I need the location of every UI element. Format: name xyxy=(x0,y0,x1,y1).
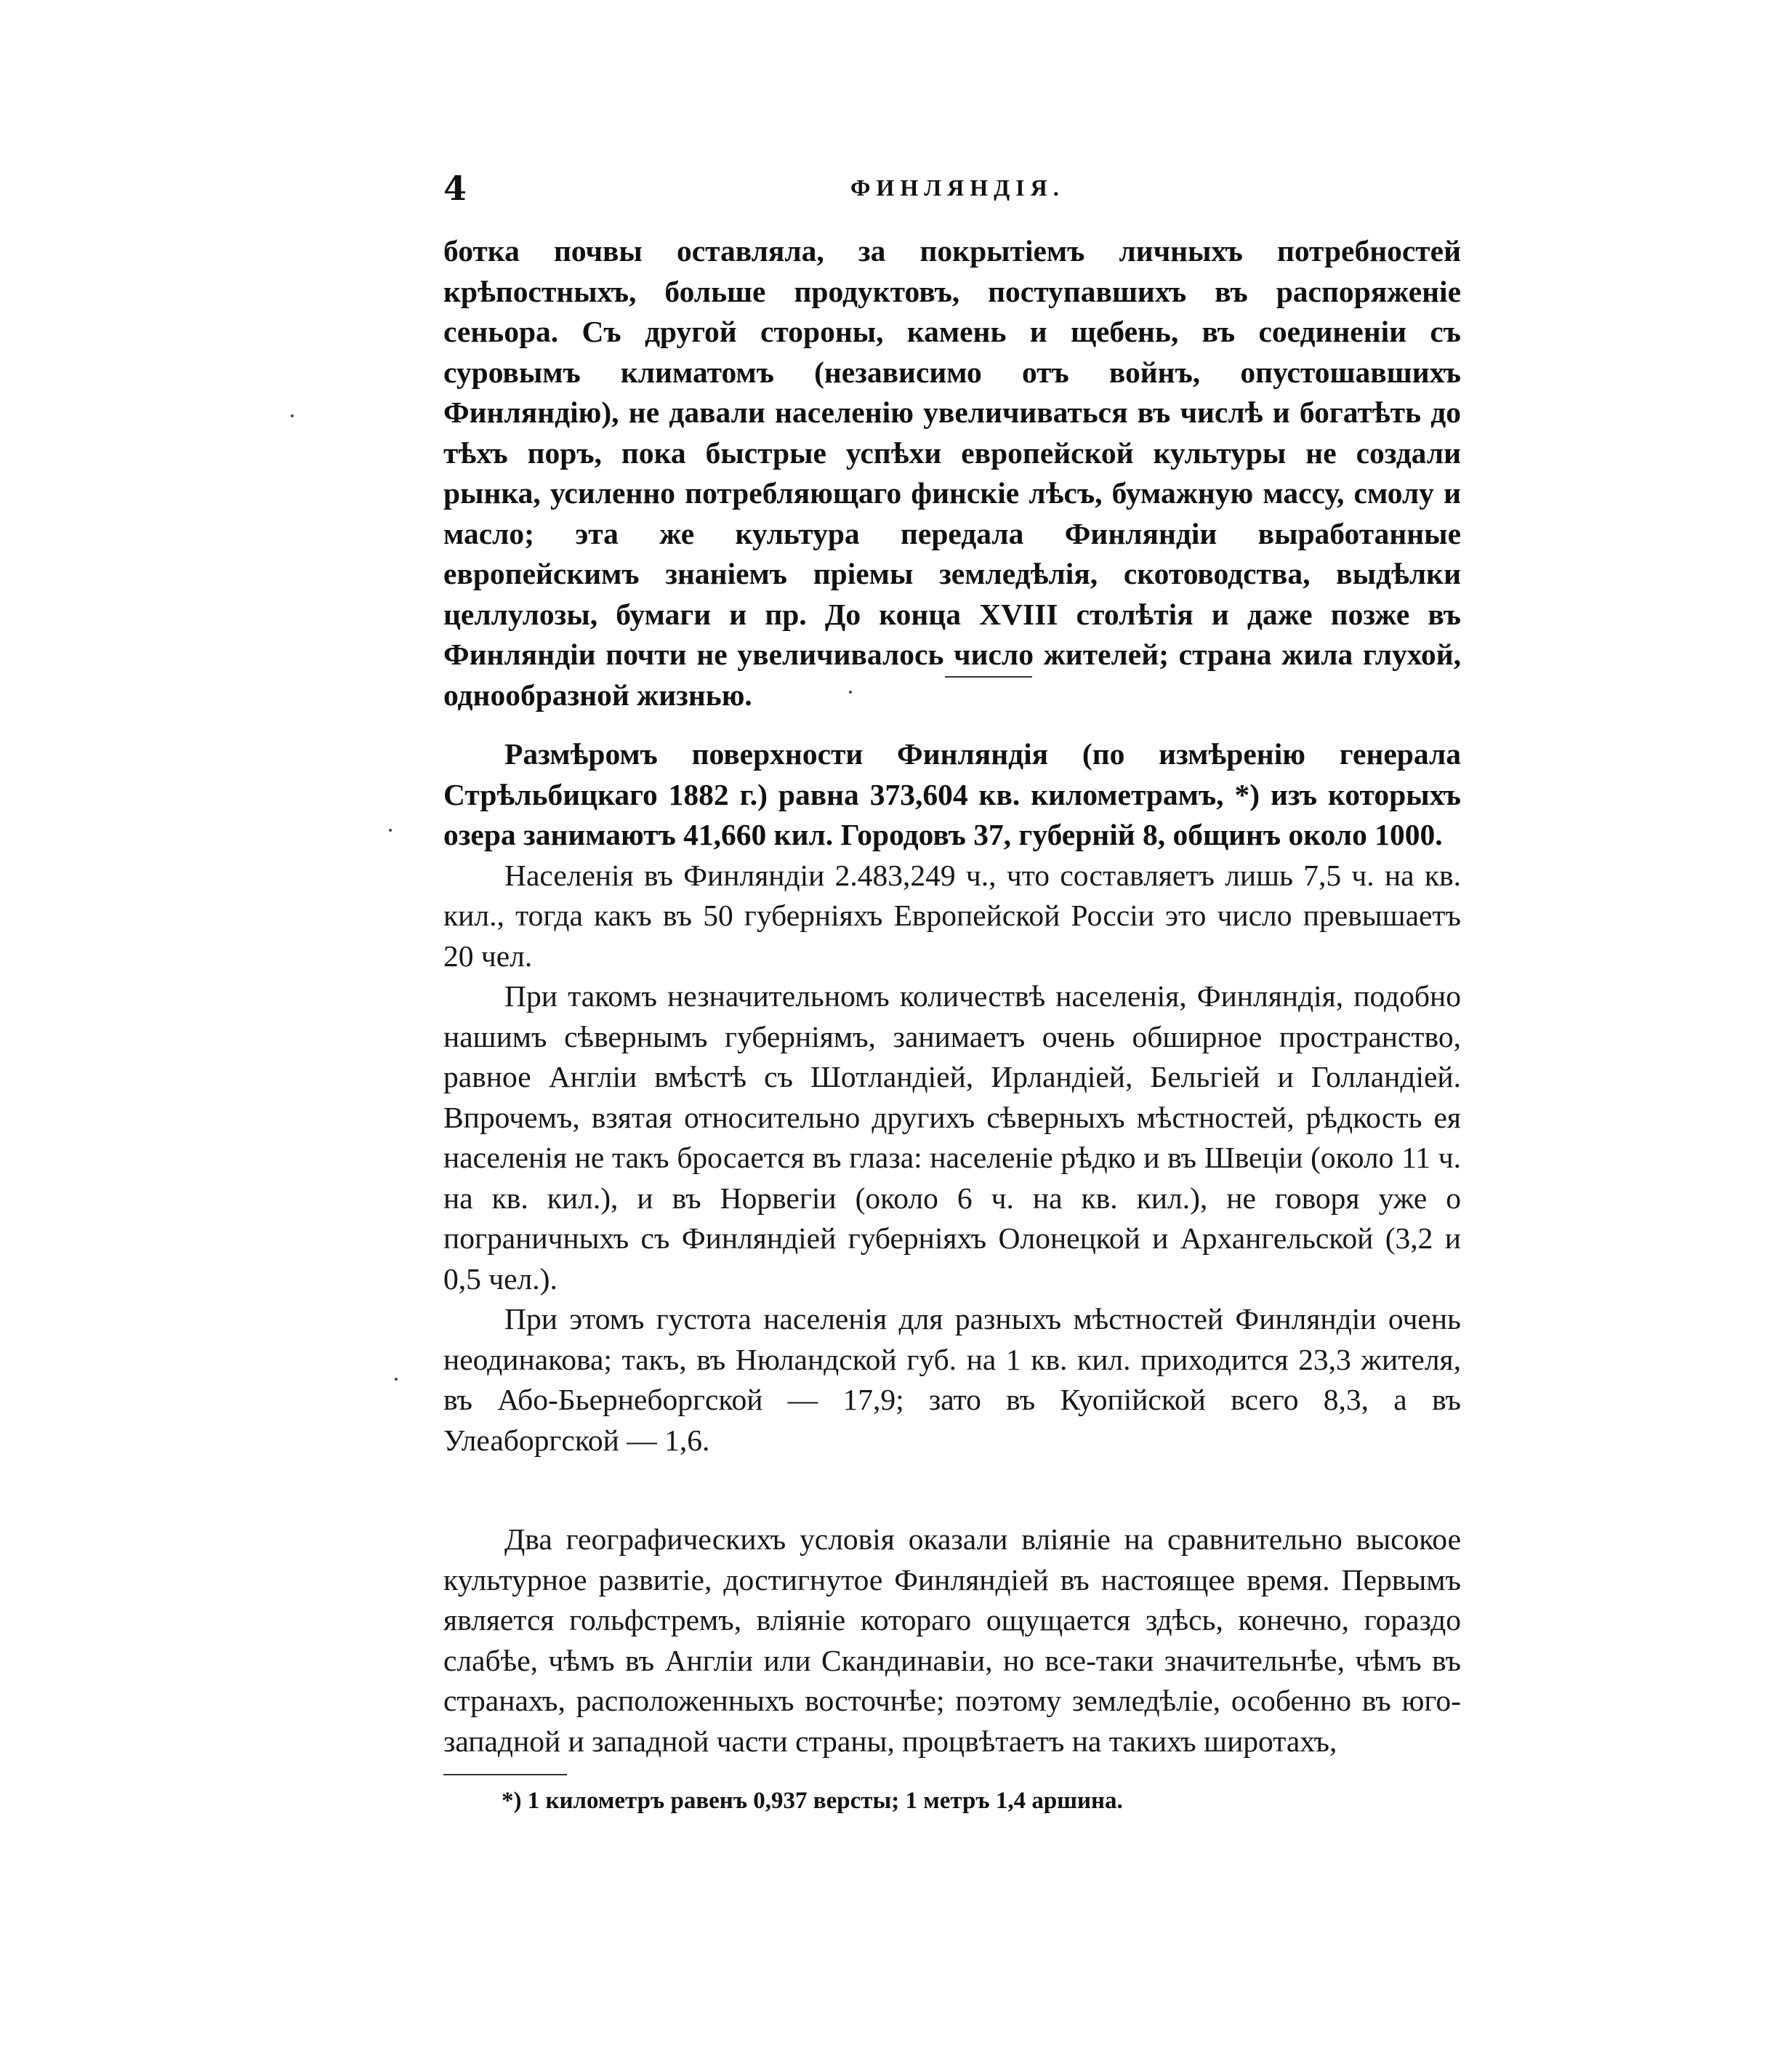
stray-mark xyxy=(389,829,392,832)
body-paragraph: Населенія въ Финляндіи 2.483,249 ч., что составляетъ лишь 7,5 ч. на кв. кил., тогда какъ въ 50 губерніяхъ Европейской Россіи это число превышаетъ 20 чел. xyxy=(443,858,1461,973)
section-3 xyxy=(443,1519,1461,1762)
stray-mark xyxy=(849,691,852,694)
stray-mark xyxy=(291,414,294,417)
footnote: *) 1 километръ равенъ 0,937 версты; 1 метръ 1,4 аршина. xyxy=(502,1788,1123,1814)
running-title: ФИНЛЯНДІЯ. xyxy=(850,174,1065,201)
body-paragraph: ботка почвы оставляла, за покрытіемъ личныхъ потребностей крѣпостныхъ, больше продуктовъ, поступавшихъ въ распоряженіе сеньора. Съ другой стороны, камень и щебень, въ соединеніи съ суровымъ климатомъ (независимо отъ войнъ, опустошавшихъ Финляндію), не давали населенію увеличиваться въ числѣ и богатѣть до тѣхъ поръ, пока быстрые успѣхи европейской культуры не создали рынка, усиленно потребляющаго финскіе лѣсъ, бумажную массу, смолу и масло; эта же культура передала Финляндіи выработанные европейскимъ знаніемъ пріемы земледѣлія, скотоводства, выдѣлки целлулозы, бумаги и пр. До конца XVIII столѣтія и даже позже въ Финляндіи почти не увеличивалось число жителей; страна жила глухой, однообразной жизнью. xyxy=(443,234,1461,712)
body-paragraph: Размѣромъ поверхности Финляндія (по измѣренію генерала Стрѣльбицкаго 1882 г.) равна 373,604 кв. километрамъ, *) изъ которыхъ озера занимаютъ 41,660 кил. Городовъ 37, губерній 8, общинъ около 1000. xyxy=(443,737,1461,851)
section-2 xyxy=(443,734,1461,1461)
body-paragraph: Два географическихъ условія оказали вліяніе на сравнительно высокое культурное развитіе, достигнутое Финляндіей въ настоящее время. Первымъ является гольфстремъ, вліяніе котораго ощущается здѣсь, конечно, гораздо слабѣе, чѣмъ въ Англіи или Скандинавіи, но все-таки значительнѣе, чѣмъ въ странахъ, расположенныхъ восточнѣе; поэтому земледѣліе, особенно въ юго-западной и западной части страны, процвѣтаетъ на такихъ широтахъ, xyxy=(443,1522,1461,1758)
body-paragraph: При такомъ незначительномъ количествѣ населенія, Финляндія, подобно нашимъ сѣвернымъ губерніямъ, занимаетъ очень обширное пространство, равное Англіи вмѣстѣ съ Шотландіей, Ирландіей, Бельгіей и Голландіей. Впрочемъ, взятая относительно другихъ сѣверныхъ мѣстностей, рѣдкость ея населенія не такъ бросается въ глаза: населеніе рѣдко и въ Швеціи (около 11 ч. на кв. кил.), и въ Норвегіи (около 6 ч. на кв. кил.), не говоря уже о пограничныхъ съ Финляндіей губерніяхъ Олонецкой и Архангельской (3,2 и 0,5 чел.). xyxy=(443,979,1461,1296)
footnote-rule xyxy=(443,1774,567,1775)
section-1 xyxy=(443,231,1461,715)
stray-mark xyxy=(395,1378,398,1381)
page-number: 4 xyxy=(443,169,467,208)
section-separator xyxy=(945,676,1032,678)
body-paragraph: При этомъ густота населенія для разныхъ мѣстностей Финляндіи очень неодинакова; такъ, въ Нюландской губ. на 1 кв. кил. приходится 23,3 жителя, въ Або-Бьернеборгской — 17,9; зато въ Куопійской всего 8,3, а въ Улеаборгской — 1,6. xyxy=(443,1302,1461,1457)
